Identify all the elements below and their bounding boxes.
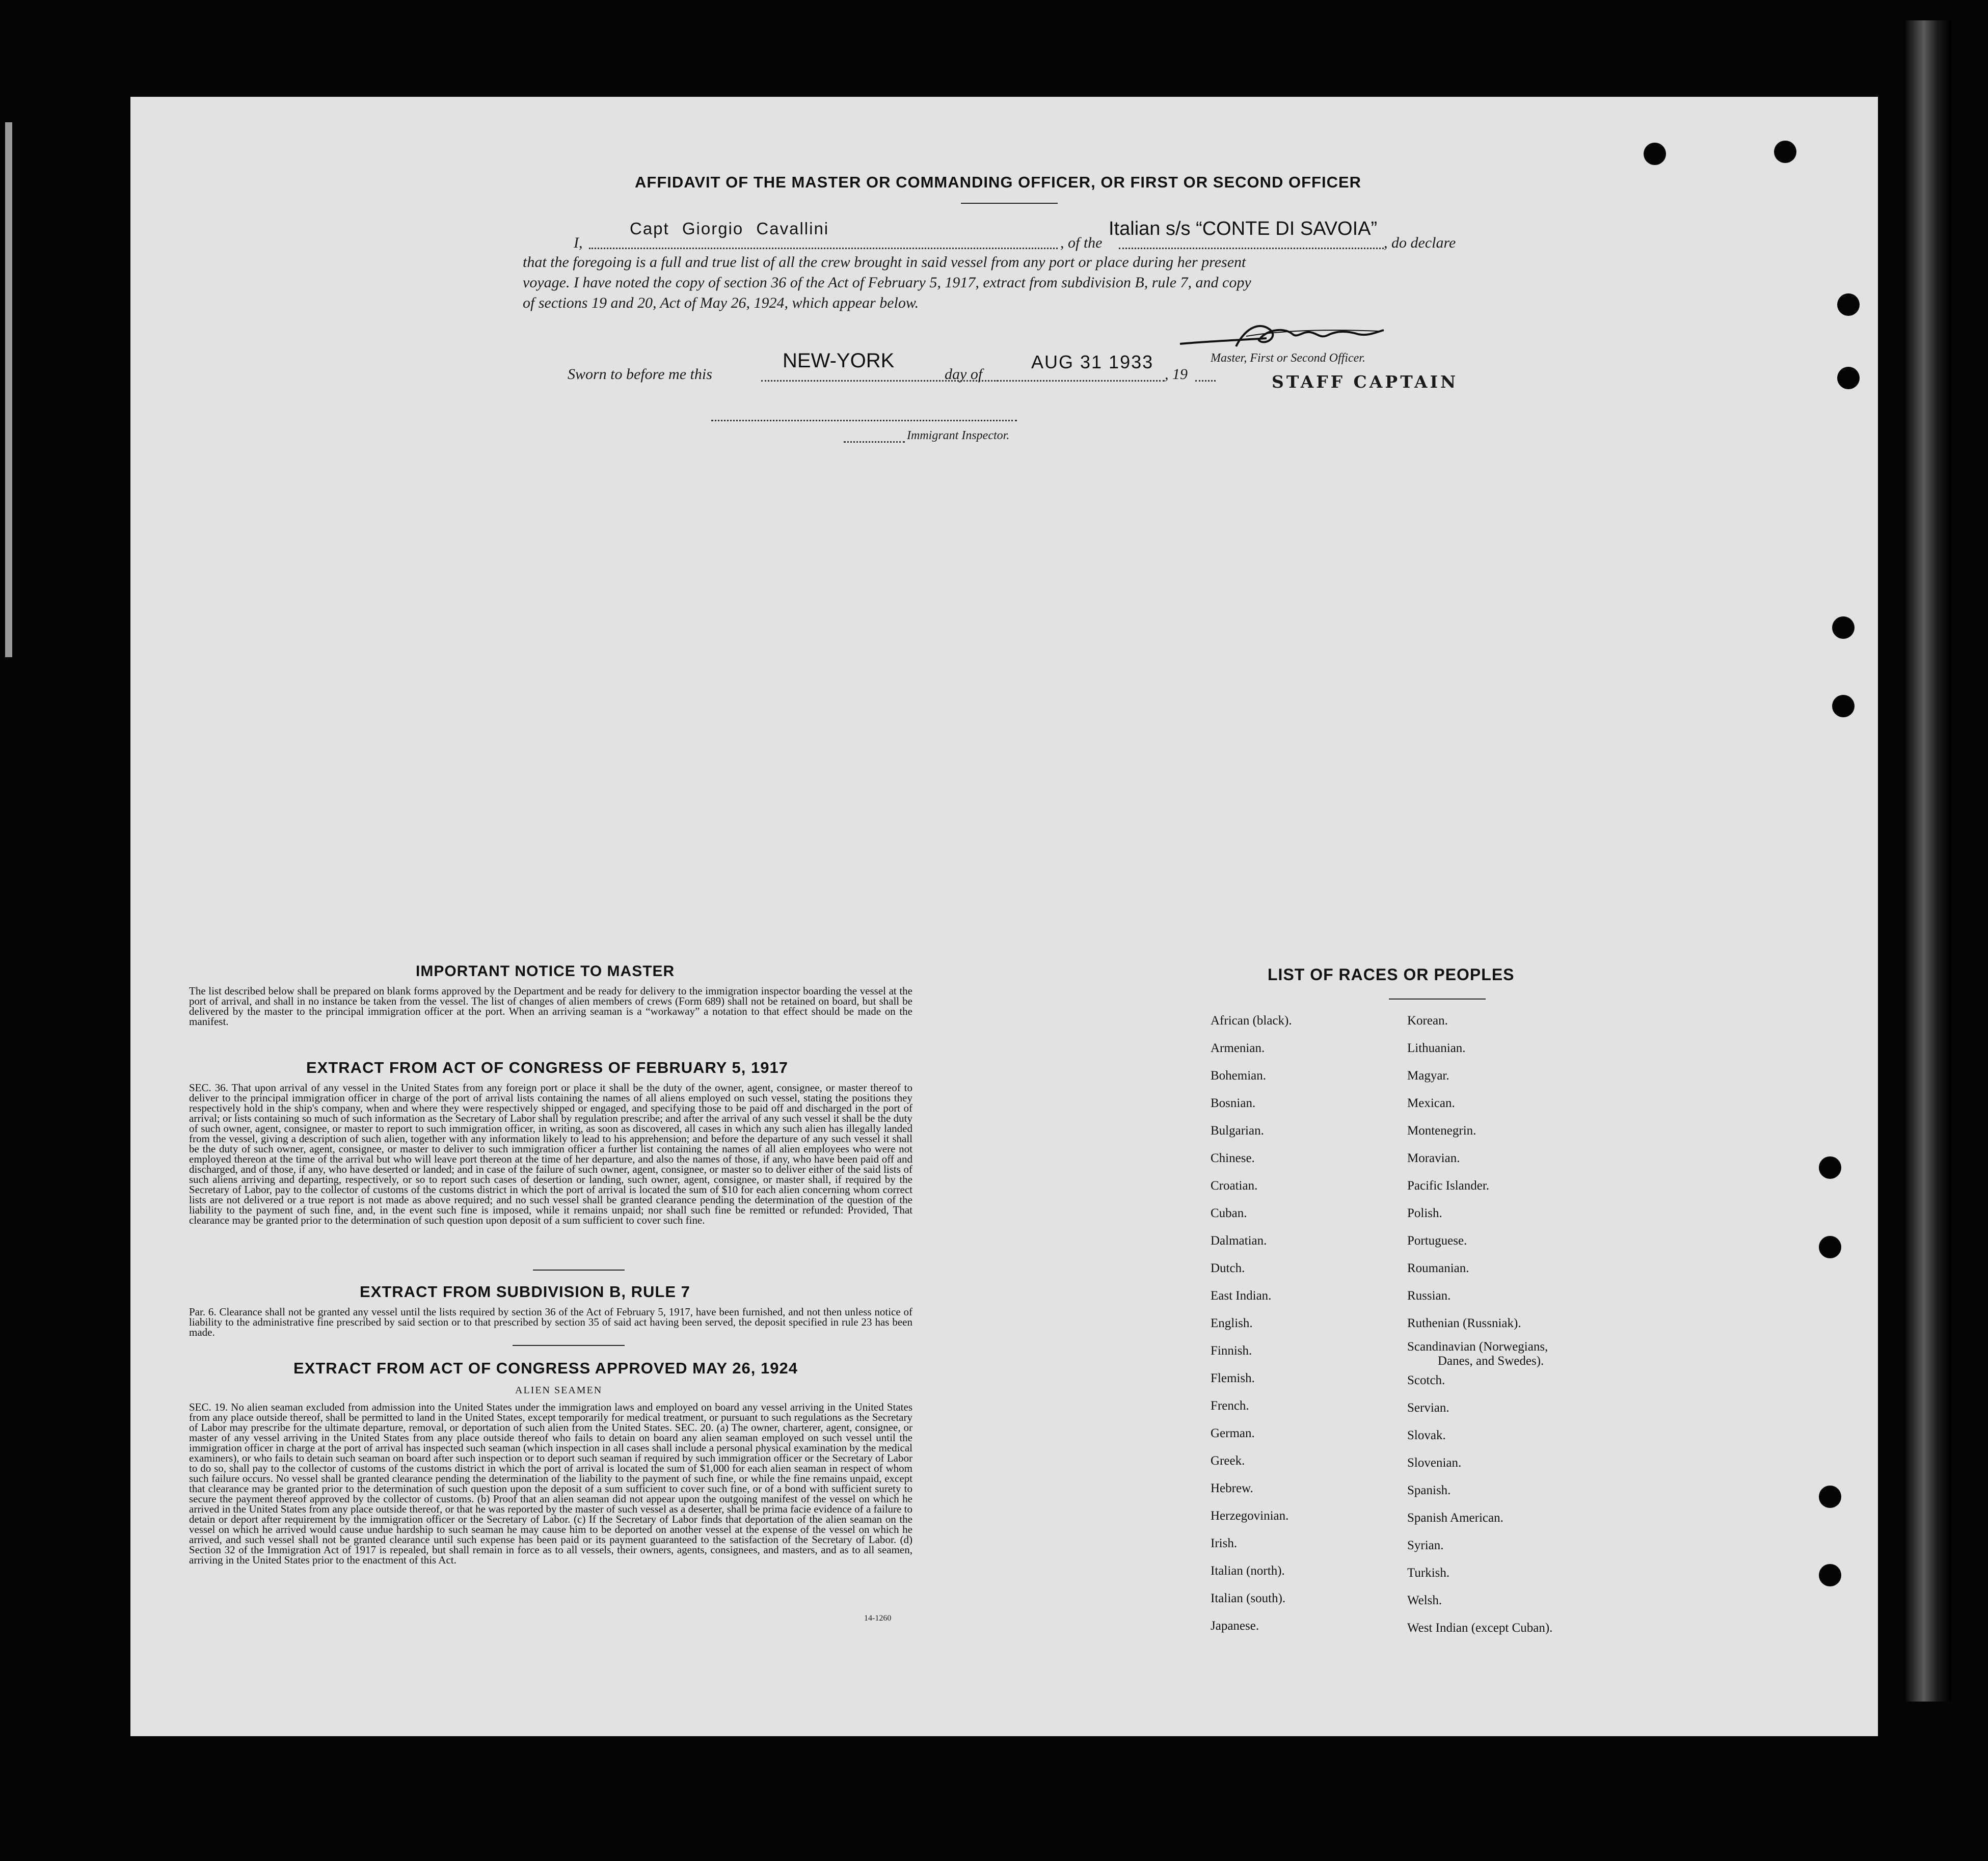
race-item: Greek. <box>1211 1454 1245 1468</box>
race-item: French. <box>1211 1399 1249 1413</box>
subdivision-heading: EXTRACT FROM SUBDIVISION B, RULE 7 <box>360 1283 690 1301</box>
punch-hole <box>1819 1486 1841 1508</box>
race-item: Flemish. <box>1211 1371 1255 1385</box>
race-item: Scotch. <box>1407 1373 1445 1387</box>
race-item: Polish. <box>1407 1206 1442 1220</box>
race-item: Armenian. <box>1211 1041 1265 1055</box>
punch-hole <box>1644 143 1666 165</box>
race-item: Ruthenian (Russniak). <box>1407 1316 1521 1330</box>
day-of-label: day of <box>945 366 983 383</box>
race-item: Roumanian. <box>1407 1261 1469 1275</box>
race-item: Bulgarian. <box>1211 1124 1264 1138</box>
signature-mark <box>1175 316 1389 357</box>
affidavit-body-line-3: of sections 19 and 20, Act of May 26, 1924, which appear below. <box>523 294 919 311</box>
races-heading-rule <box>1389 999 1486 1000</box>
punch-hole <box>1832 695 1855 717</box>
race-item: Lithuanian. <box>1407 1041 1466 1055</box>
race-item: Bosnian. <box>1211 1096 1256 1110</box>
of-the-label: , of the <box>1060 234 1103 251</box>
inspector-signature-line <box>711 420 1017 421</box>
master-caption: Master, First or Second Officer. <box>1211 352 1365 365</box>
race-item: Italian (north). <box>1211 1564 1285 1578</box>
extract-1917-text: SEC. 36. That upon arrival of any vessel in the United States from any foreign port or place it shall be the duty of the owner, agent, consignee, or master thereof to deliver to the principal immigration officer in charge of the port of arrival lists containing the names of all aliens employed on such vessel, stating the positions they respectively hold in the ship's company, when and where they were respectively shipped or engaged, and specifying those to be paid off and discharged in the port of arrival; or lists containing so much of such information as the Secretary of Labor shall by regulation prescribe; and after the arrival of any such vessel it shall be the duty of such owner, agent, consignee, or master to report to such immigration officer, in writing, as soon as discovered, all cases in which any such alien has illegally landed from the vessel, giving a description of such alien, together with any information likely to lead to his apprehension; and before the departure of any such vessel it shall be the duty of such owner, agent, consignee, or master to deliver to such immigration officer a further list containing the names of all alien employees who were not employed thereon at the time of the arrival but who will leave port thereon at the time of her departure, and also the names of those, if any, who have been paid off and discharged, and of those, if any, who have deserted or landed; and in case of the failure of such owner, agent, consignee, or master so to deliver either of the said lists of such aliens arriving and departing, respectively, or so to report such cases of desertion or landing, such owner, agent, consignee, or master shall, if required by the Secretary of Labor, pay to the collector of customs of the customs district in which the port of arrival is located the sum of $10 for each alien concerning whom correct lists are not delivered or a true report is not made as above required; and no such vessel shall be granted clearance pending the determination of the question of the liability to the payment of such fine, and, in the event such fine is imposed, while it remains unpaid; nor shall such fine be remitted or refunded: Provided, That clearance may be granted prior to the determination of such question upon deposit of a sum sufficient to cover such fine. <box>189 1082 912 1226</box>
race-item: Moravian. <box>1407 1151 1460 1165</box>
race-item: Chinese. <box>1211 1151 1255 1165</box>
race-item: Montenegrin. <box>1407 1124 1476 1138</box>
date-line <box>997 380 1165 382</box>
vessel-line <box>1119 248 1384 249</box>
race-item: Dalmatian. <box>1211 1234 1267 1248</box>
extract-1917-heading: EXTRACT FROM ACT OF CONGRESS OF FEBRUARY 5, 1917 <box>306 1059 788 1076</box>
race-item-continuation: Danes, and Swedes). <box>1438 1354 1544 1368</box>
punch-hole <box>1837 293 1860 316</box>
section-rule-2 <box>513 1345 625 1346</box>
race-item: German. <box>1211 1426 1255 1440</box>
race-item: Cuban. <box>1211 1206 1247 1220</box>
race-item: Russian. <box>1407 1289 1451 1303</box>
race-item: East Indian. <box>1211 1289 1272 1303</box>
extract-1924-heading: EXTRACT FROM ACT OF CONGRESS APPROVED MAY 26, 1924 <box>293 1359 798 1377</box>
race-item: West Indian (except Cuban). <box>1407 1621 1553 1635</box>
race-item: Servian. <box>1407 1401 1449 1415</box>
punch-hole <box>1819 1156 1841 1179</box>
film-edge-right <box>1905 20 1951 1702</box>
race-item: English. <box>1211 1316 1253 1330</box>
race-item: African (black). <box>1211 1014 1292 1028</box>
punch-hole <box>1774 141 1796 163</box>
race-item: Croatian. <box>1211 1179 1258 1193</box>
races-heading: LIST OF RACES OR PEOPLES <box>1268 965 1515 984</box>
race-item: Bohemian. <box>1211 1069 1267 1083</box>
vessel-name: Italian s/s “CONTE DI SAVOIA” <box>1109 218 1378 239</box>
race-item: Welsh. <box>1407 1594 1442 1607</box>
do-declare-label: , do declare <box>1384 234 1456 251</box>
affidavit-body-line-1: that the foregoing is a full and true list of all the crew brought in said vessel from any port or place during her present <box>523 254 1246 271</box>
race-item: Dutch. <box>1211 1261 1245 1275</box>
notice-heading: IMPORTANT NOTICE TO MASTER <box>416 963 675 980</box>
race-item: Spanish American. <box>1407 1511 1503 1525</box>
subdivision-text: Par. 6. Clearance shall not be granted any vessel until the lists required by section 36 of the Act of February 5, 1917, have been furnished, and not then unless notice of liability to the administrative fine prescribed by said section or to that prescribed by section 35 of said act having been served, the deposit specified in rule 23 has been made. <box>189 1306 912 1338</box>
form-number: 14-1260 <box>864 1614 892 1623</box>
race-item: Herzegovinian. <box>1211 1509 1289 1523</box>
name-line <box>589 248 1058 249</box>
race-item: Hebrew. <box>1211 1481 1253 1495</box>
year-line <box>1195 380 1216 382</box>
form-page <box>130 97 1878 1736</box>
race-item: Spanish. <box>1407 1484 1451 1497</box>
extract-1924-text: SEC. 19. No alien seaman excluded from admission into the United States under the immigration laws and employed on board any vessel arriving in the United States from any place outside thereof, shall be permitted to land in the United States, except temporarily for medical treatment, or pursuant to such regulations as the Secretary of Labor may prescribe for the ultimate departure, removal, or deportation of such alien from the United States. SEC. 20. (a) The owner, charterer, agent, consignee, or master of any vessel arriving in the United States from any place outside thereof who fails to detain on board any alien seaman employed on such vessel until the immigration officer in charge at the port of arrival has inspected such seaman (which inspection in all cases shall include a personal physical examination by the medical examiners), or who fails to detain such seaman on board after such inspection or to deport such seaman if required by such immigration officer or the Secretary of Labor to do so, shall pay to the collector of customs of the customs district in which the port of arrival is located the sum of $1,000 for each alien seaman in respect of whom such failure occurs. No vessel shall be granted clearance pending the determination of the liability to the payment of such fine, or while the fine remains unpaid, except that clearance may be granted prior to the determination of such question upon the deposit of a sum sufficient to cover such fine, or of a bond with sufficient surety to secure the payment thereof approved by the collector of customs. (b) Proof that an alien seaman did not appear upon the outgoing manifest of the vessel on which he arrived in the United States from any place outside thereof, or that he was reported by the master of such vessel as a deserter, shall be prima facie evidence of a failure to detain or deport after requirement by the immigration officer or the Secretary of Labor. (c) If the Secretary of Labor finds that deportation of the alien seaman on the vessel on which he arrived would cause undue hardship to such seaman he may cause him to be deported on another vessel at the expense of the vessel on which he arrived, and such vessel shall not be granted clearance until such expense has been paid or its payment guaranteed to the satisfaction of the Secretary of Labor. (d) Section 32 of the Immigration Act of 1917 is repealed, but shall remain in force as to all vessels, their owners, agents, consignees, and masters, and as to all seamen, arriving in the United States prior to the enactment of this Act. <box>189 1401 912 1566</box>
race-item: Magyar. <box>1407 1069 1449 1083</box>
race-item: Pacific Islander. <box>1407 1179 1490 1193</box>
affidavit-body-line-2: voyage. I have noted the copy of section 36 of the Act of February 5, 1917, extract from subdivision B, rule 7, and copy <box>523 274 1251 291</box>
alien-seamen-subheading: ALIEN SEAMEN <box>515 1385 603 1396</box>
punch-hole <box>1837 367 1860 389</box>
sworn-place: NEW-YORK <box>783 349 895 372</box>
race-item: Scandinavian (Norwegians, <box>1407 1340 1548 1354</box>
race-item: Japanese. <box>1211 1619 1259 1633</box>
year-prefix: , 19 <box>1165 366 1188 383</box>
inspector-label: Immigrant Inspector. <box>907 429 1010 442</box>
sworn-label: Sworn to before me this <box>568 366 712 383</box>
i-label: I, <box>574 234 583 251</box>
punch-hole <box>1819 1236 1841 1258</box>
punch-hole <box>1819 1564 1841 1586</box>
section-rule-1 <box>533 1270 625 1271</box>
date-stamp: AUG 31 1933 <box>1031 352 1154 372</box>
race-item: Finnish. <box>1211 1344 1252 1358</box>
punch-hole <box>1832 616 1855 639</box>
heading-rule <box>961 203 1058 204</box>
race-item: Syrian. <box>1407 1539 1444 1552</box>
race-item: Mexican. <box>1407 1096 1455 1110</box>
race-item: Slovak. <box>1407 1428 1446 1442</box>
race-item: Irish. <box>1211 1536 1238 1550</box>
race-item: Slovenian. <box>1407 1456 1462 1470</box>
inspector-short-line <box>844 441 905 443</box>
affidavit-heading: AFFIDAVIT OF THE MASTER OR COMMANDING OFFICER, OR FIRST OR SECOND OFFICER <box>635 173 1362 191</box>
race-item: Turkish. <box>1407 1566 1450 1580</box>
race-item: Italian (south). <box>1211 1592 1286 1605</box>
race-item: Portuguese. <box>1407 1234 1467 1248</box>
master-name: Capt Giorgio Cavallini <box>630 219 829 238</box>
staff-captain-stamp: STAFF CAPTAIN <box>1272 372 1459 392</box>
race-item: Korean. <box>1407 1014 1448 1028</box>
film-edge-left <box>5 122 12 657</box>
notice-text: The list described below shall be prepared on blank forms approved by the Department and be ready for delivery to the immigration inspector boarding the vessel at the port of arrival, and shall in no instance be taken from the vessel. The list of changes of alien members of crews (Form 689) shall not be retained on board, but shall be delivered by the master to the principal immigration officer at the port. When an arriving seaman is a “workaway” a notation to that effect should be made on the manifest. <box>189 985 912 1028</box>
